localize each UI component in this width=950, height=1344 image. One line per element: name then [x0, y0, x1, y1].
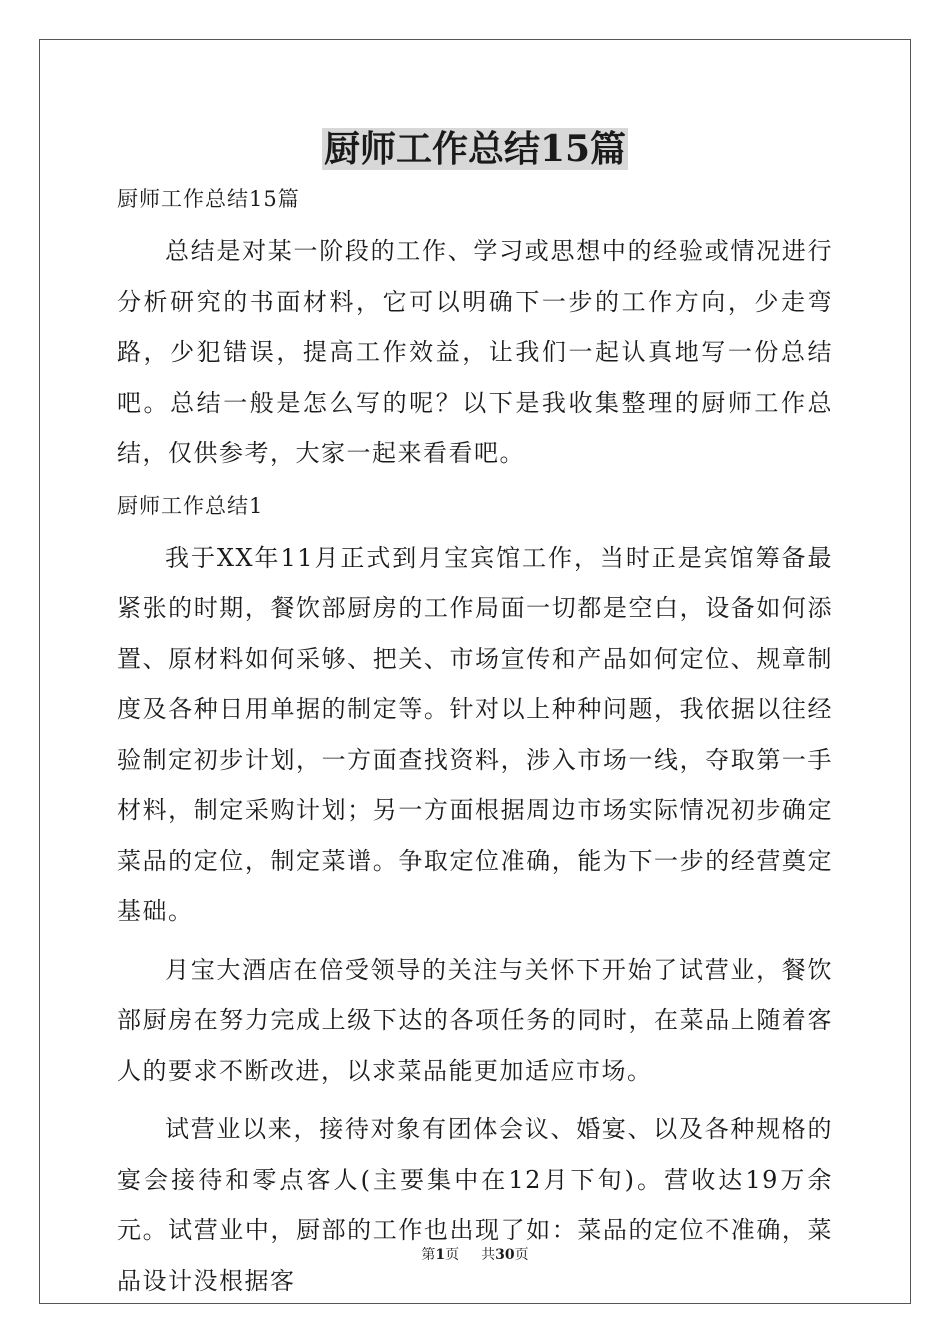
body-paragraph: 月宝大酒店在倍受领导的关注与关怀下开始了试营业，餐饮部厨房在努力完成上级下达的各项任务的同时，在菜品上随着客人的要求不断改进，以求菜品能更加适应市场。 — [117, 955, 833, 1085]
document-title — [0, 124, 950, 175]
intro-paragraph: 总结是对某一阶段的工作、学习或思想中的经验或情况进行分析研究的书面材料，它可以明确下一步的工作方向，少走弯路，少犯错误，提高工作效益，让我们一起认真地写一份总结吧。总结一般是怎么写的呢？以下是我收集整理的厨师工作总结，仅供参考，大家一起来看看吧。 — [117, 237, 833, 467]
total-prefix: 共 — [481, 1247, 496, 1263]
page-total: 30 — [495, 1247, 515, 1263]
total-unit: 页 — [514, 1247, 529, 1263]
document-subtitle: 厨师工作总结15篇 — [117, 187, 300, 211]
document-title-text: 厨师工作总结15篇 — [323, 128, 627, 170]
body-paragraph: 我于XX年11月正式到月宝宾馆工作，当时正是宾馆筹备最紧张的时期，餐饮部厨房的工作局面一切都是空白，设备如何添置、原材料如何采够、把关、市场宣传和产品如何定位、规章制度及各种日用单据的制定等。针对以上种种问题，我依据以往经验制定初步计划，一方面查找资料，涉入市场一线，夺取第一手材料，制定采购计划；另一方面根据周边市场实际情况初步确定菜品的定位，制定菜谱。争取定位准确，能为下一步的经营奠定基础。 — [117, 543, 833, 925]
section-heading: 厨师工作总结1 — [117, 493, 264, 518]
page-prefix: 第 — [421, 1247, 436, 1263]
page-current: 1 — [435, 1247, 446, 1263]
document-body — [117, 180, 833, 1314]
page-unit: 页 — [445, 1247, 460, 1263]
body-paragraph: 试营业以来，接待对象有团体会议、婚宴、以及各种规格的宴会接待和零点客人(主要集中在12月下旬)。营收达19万余元。试营业中，厨部的工作也出现了如：菜品的定位不准确，菜品设计没根据客 — [117, 1115, 833, 1295]
page-footer — [0, 1245, 950, 1265]
